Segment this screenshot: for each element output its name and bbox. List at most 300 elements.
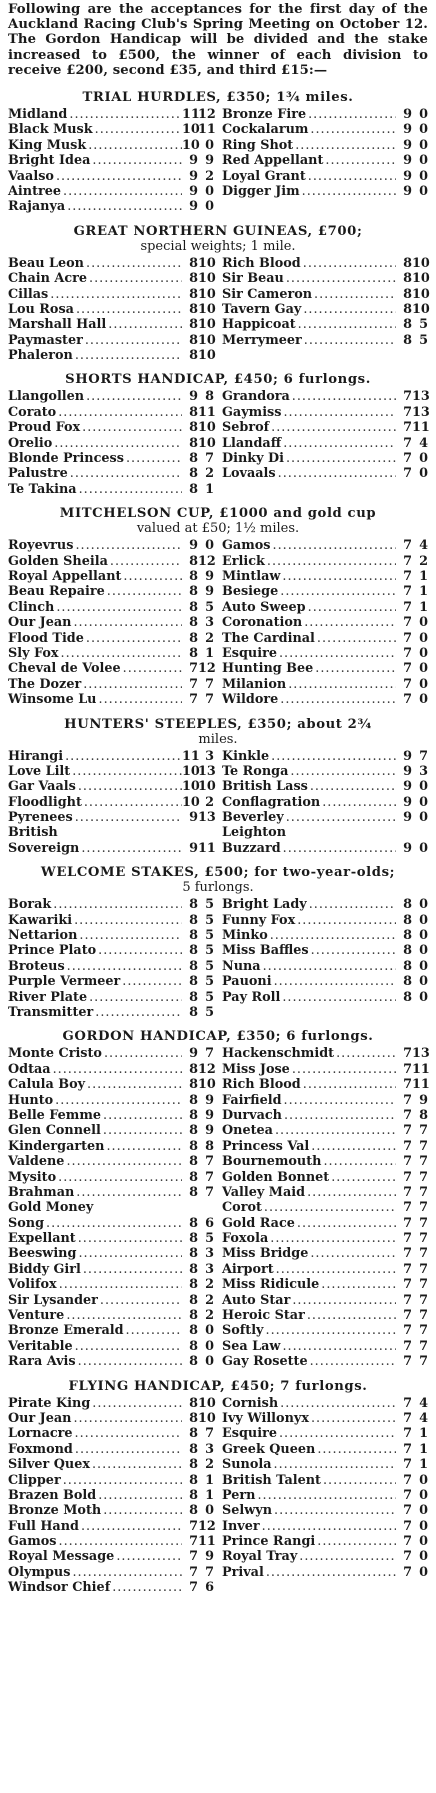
horse-name: The Cardinal: [222, 630, 315, 646]
leader-dots: [65, 199, 182, 214]
weight-stones: 8: [189, 1426, 198, 1442]
leader-dots: [288, 764, 396, 779]
leader-dots: [63, 749, 182, 764]
weight-stones: 9: [403, 748, 412, 764]
weight-stones: 8: [189, 1487, 198, 1503]
leader-dots: [68, 466, 182, 481]
entry: [218, 913, 428, 928]
entry-row: [8, 1565, 428, 1580]
weight-stones: 8: [189, 1246, 198, 1262]
entry: [8, 584, 218, 599]
weight-stones: 7: [403, 1200, 412, 1216]
weight-pounds: 0: [419, 153, 428, 169]
entry: [218, 974, 428, 989]
leader-dots: [57, 1534, 182, 1549]
horse-name: Purple Vermeer: [8, 974, 121, 990]
weight-stones: 7: [403, 1123, 412, 1139]
entry-row: [8, 1308, 428, 1323]
entry: [218, 584, 428, 599]
leader-dots: [81, 677, 182, 692]
weight-stones: 8: [189, 1503, 198, 1519]
entry: [8, 199, 218, 214]
entry: [218, 1170, 428, 1185]
entry: [218, 1442, 428, 1457]
weight-pounds: 1: [205, 1487, 214, 1503]
leader-dots: [71, 615, 182, 630]
entry: [8, 1293, 218, 1308]
leader-dots: [276, 466, 396, 481]
weight-pounds: 10: [198, 286, 216, 302]
leader-dots: [315, 631, 396, 646]
entry-row: [8, 1442, 428, 1457]
horse-name: Nettarion: [8, 928, 78, 944]
leader-dots: [85, 1077, 182, 1092]
leader-dots: [306, 107, 396, 122]
leader-dots: [72, 913, 182, 928]
leader-dots: [277, 646, 396, 661]
race-title: FLYING HANDICAP, £450; 7 furlongs.: [68, 1378, 368, 1394]
entry: [8, 646, 218, 661]
horse-name: Belle Femme: [8, 1107, 102, 1123]
entry: [218, 348, 428, 363]
weight-stones: 8: [189, 1004, 198, 1020]
entry-row: [8, 615, 428, 630]
leader-dots: [265, 554, 396, 569]
entry: [218, 436, 428, 451]
weight-pounds: 7: [205, 1426, 214, 1442]
leader-dots: [282, 1093, 396, 1108]
weight-stones: 7: [403, 1549, 412, 1565]
race-section: [8, 717, 428, 857]
entry: [218, 138, 428, 153]
leader-dots: [320, 795, 396, 810]
leader-dots: [321, 1154, 396, 1169]
entry: [8, 538, 218, 553]
entry: [218, 1293, 428, 1308]
leader-dots: [261, 959, 396, 974]
leader-dots: [74, 302, 182, 317]
weight-stones: 8: [189, 630, 198, 646]
entry-row: [8, 436, 428, 451]
entry: [218, 646, 428, 661]
weight-stones: 8: [189, 1077, 198, 1093]
weight-pounds: 0: [205, 137, 214, 153]
weight-stones: 7: [403, 1046, 412, 1062]
horse-name: Calula Boy: [8, 1077, 86, 1093]
horse-name: The Dozer: [8, 676, 82, 692]
weight-stones: 7: [403, 1184, 412, 1200]
weight-pounds: 9: [205, 1107, 214, 1123]
weight-stones: 8: [189, 1410, 198, 1426]
weight-stones: 8: [189, 286, 198, 302]
weight-pounds: 0: [205, 199, 214, 215]
race-section: [8, 90, 428, 215]
leader-dots: [56, 405, 182, 420]
horse-name: Song: [8, 1215, 45, 1231]
leader-dots: [302, 615, 396, 630]
weight-pounds: 0: [419, 183, 428, 199]
entry-row: [8, 1519, 428, 1534]
entry: [8, 169, 218, 184]
entry: [218, 122, 428, 137]
entry-row: [8, 1170, 428, 1185]
leader-dots: [96, 943, 182, 958]
leader-dots: [81, 1262, 182, 1277]
entry-row: [8, 810, 428, 825]
leader-dots: [73, 348, 182, 363]
entry: [218, 1185, 428, 1200]
weight-pounds: 2: [205, 794, 214, 810]
weight-stones: 9: [189, 183, 198, 199]
leader-dots: [64, 1154, 182, 1169]
leader-dots: [70, 1565, 182, 1580]
weight-pounds: 10: [198, 420, 216, 436]
horse-name: Silver Quex: [8, 1457, 90, 1473]
weight-stones: 7: [403, 1503, 412, 1519]
weight-stones: 8: [189, 1123, 198, 1139]
weight-stones: 7: [403, 1487, 412, 1503]
horse-name: Red Appellant: [222, 153, 324, 169]
weight-stones: 7: [403, 661, 412, 677]
entry: [8, 1396, 218, 1411]
entry-row: [8, 1246, 428, 1261]
leader-dots: [82, 795, 182, 810]
leader-dots: [301, 256, 396, 271]
leader-dots: [281, 405, 396, 420]
leader-dots: [73, 1339, 182, 1354]
horse-name: Prival: [222, 1564, 264, 1580]
horse-name: Sly Fox: [8, 645, 59, 661]
entry: [218, 1139, 428, 1154]
weight-stones: 8: [189, 466, 198, 482]
weight-stones: 7: [403, 1518, 412, 1534]
weight-pounds: 0: [205, 183, 214, 199]
leader-dots: [308, 1354, 396, 1369]
leader-dots: [301, 302, 396, 317]
weight-pounds: 0: [419, 912, 428, 928]
entry-rows: [8, 538, 428, 707]
entry: [218, 1549, 428, 1564]
weight-pounds: 3: [205, 1261, 214, 1277]
entry: [8, 795, 218, 810]
entry-row: [8, 1200, 428, 1215]
horse-name: Palustre: [8, 466, 68, 482]
entry-row: [8, 1077, 428, 1092]
weight-pounds: 5: [205, 1004, 214, 1020]
weight-pounds: 11: [412, 1061, 430, 1077]
leader-dots: [74, 1185, 182, 1200]
leader-dots: [280, 990, 396, 1005]
weight-pounds: 10: [198, 317, 216, 333]
leader-dots: [281, 436, 396, 451]
weight-pounds: 11: [412, 420, 430, 436]
entry: [8, 1246, 218, 1261]
entry-row: [8, 1262, 428, 1277]
horse-name: Vaalso: [8, 168, 54, 184]
weight-stones: 7: [403, 1323, 412, 1339]
entry-row: [8, 1046, 428, 1061]
entry-row: [8, 1185, 428, 1200]
entry: [8, 451, 218, 466]
entry-row: [8, 184, 428, 199]
weight-stones: 7: [403, 420, 412, 436]
weight-pounds: 9: [205, 153, 214, 169]
weight-stones: 9: [403, 153, 412, 169]
race-title: GREAT NORTHERN GUINEAS, £700;: [73, 223, 363, 239]
weight-pounds: 8: [419, 1107, 428, 1123]
entry: [8, 317, 218, 332]
leader-dots: [84, 631, 182, 646]
entry-rows: [8, 256, 428, 364]
entry-rows: [8, 107, 428, 215]
entry: [218, 271, 428, 286]
horse-name: Valdene: [8, 1154, 65, 1170]
horse-name: Golden Sheila: [8, 553, 108, 569]
weight-pounds: 2: [205, 630, 214, 646]
leader-dots: [290, 389, 396, 404]
leader-dots: [67, 107, 182, 122]
entry-row: [8, 1534, 428, 1549]
weight-pounds: 0: [419, 897, 428, 913]
entry-row: [8, 256, 428, 271]
horse-name: Transmitter: [8, 1004, 94, 1020]
weight-pounds: 7: [419, 1215, 428, 1231]
horse-name: Rich Blood: [222, 1077, 301, 1093]
weight-stones: 8: [189, 1472, 198, 1488]
weight-stones: 7: [403, 676, 412, 692]
entry: [8, 107, 218, 122]
weight-pounds: 7: [419, 1200, 428, 1216]
weight-pounds: 2: [205, 1457, 214, 1473]
weight-stones: 9: [189, 199, 198, 215]
horse-name: Onetea: [222, 1123, 273, 1139]
leader-dots: [106, 317, 182, 332]
weight-pounds: 0: [419, 466, 428, 482]
weight-stones: 8: [189, 1354, 198, 1370]
weight-stones: 7: [403, 645, 412, 661]
entry: [218, 1396, 428, 1411]
leader-dots: [271, 538, 396, 553]
weight-stones: 8: [189, 943, 198, 959]
weight-pounds: 5: [205, 897, 214, 913]
entry: [218, 538, 428, 553]
weight-pounds: 11: [198, 1534, 216, 1550]
leader-dots: [305, 1308, 396, 1323]
entry: [8, 1323, 218, 1338]
entry-row: [8, 841, 428, 856]
weight-stones: 9: [403, 779, 412, 795]
entry: [8, 1277, 218, 1292]
weight-pounds: 10: [198, 301, 216, 317]
horse-name: Golden Bonnet: [222, 1169, 330, 1185]
horse-name: Miss Jose: [222, 1061, 290, 1077]
weight-pounds: 7: [419, 1292, 428, 1308]
leader-dots: [268, 1231, 396, 1246]
entry: [8, 779, 218, 794]
horse-name: Valley Maid: [222, 1184, 306, 1200]
entry-row: [8, 569, 428, 584]
weight-stones: 7: [403, 435, 412, 451]
weight-pounds: 0: [419, 928, 428, 944]
weight-stones: 7: [403, 569, 412, 584]
entry: [8, 436, 218, 451]
weight-pounds: 13: [198, 810, 216, 826]
horse-name: Ivy Willonyx: [222, 1410, 309, 1426]
weight-pounds: 7: [205, 1046, 214, 1062]
leader-dots: [110, 1580, 182, 1595]
leader-dots: [282, 1108, 396, 1123]
weight-stones: 8: [189, 481, 198, 497]
weight-stones: 8: [189, 1441, 198, 1457]
entry: [8, 1200, 218, 1215]
horse-name: Miss Ridicule: [222, 1277, 320, 1293]
horse-name: Volifox: [8, 1277, 57, 1293]
horse-name: Rara Avis: [8, 1354, 76, 1370]
horse-name: Mysito: [8, 1169, 57, 1185]
weight-pounds: 4: [419, 538, 428, 554]
weight-pounds: 3: [419, 763, 428, 779]
weight-stones: 9: [189, 1046, 198, 1062]
weight-pounds: 5: [205, 928, 214, 944]
entry: [218, 1457, 428, 1472]
leader-dots: [83, 333, 182, 348]
weight-pounds: 5: [205, 1231, 214, 1247]
horse-name: Gold Money: [8, 1200, 94, 1216]
entry-row: [8, 153, 428, 168]
leader-dots: [114, 1549, 182, 1564]
leader-dots: [273, 1123, 396, 1138]
entry-row: [8, 1488, 428, 1503]
leader-dots: [121, 569, 182, 584]
newspaper-column: [8, 0, 428, 1596]
horse-name: Brahman: [8, 1184, 75, 1200]
entry-row: [8, 779, 428, 794]
leader-dots: [73, 1426, 182, 1441]
weight-stones: 7: [403, 1292, 412, 1308]
leader-dots: [76, 1354, 182, 1369]
leader-dots: [121, 661, 182, 676]
weight-stones: 8: [403, 255, 412, 271]
weight-pounds: 7: [419, 1154, 428, 1170]
weight-pounds: 7: [419, 1261, 428, 1277]
entry: [8, 1005, 218, 1020]
weight-stones: 7: [403, 584, 412, 600]
weight-stones: 9: [403, 107, 412, 123]
horse-name: Selwyn: [222, 1503, 273, 1519]
weight-stones: 8: [189, 317, 198, 333]
entry-row: [8, 1457, 428, 1472]
leader-dots: [76, 779, 182, 794]
weight-stones: 8: [403, 301, 412, 317]
weight-pounds: 5: [205, 943, 214, 959]
entry-row: [8, 1062, 428, 1077]
entry: [8, 1580, 218, 1595]
leader-dots: [93, 122, 182, 137]
weight-pounds: 0: [205, 1323, 214, 1339]
weight-pounds: 10: [198, 255, 216, 271]
horse-name: Esquire: [222, 645, 277, 661]
horse-name: Pyrenees: [8, 810, 73, 826]
weight-pounds: 0: [205, 1354, 214, 1370]
leader-dots: [44, 1216, 182, 1231]
entry: [218, 692, 428, 707]
entry: [8, 1108, 218, 1123]
weight-pounds: 9: [205, 569, 214, 584]
weight-pounds: 13: [412, 404, 430, 420]
race-title: GORDON HANDICAP, £350; 6 furlongs.: [62, 1029, 374, 1045]
weight-stones: 7: [403, 1395, 412, 1411]
weight-pounds: 10: [412, 255, 430, 271]
entry: [8, 1139, 218, 1154]
weight-stones: 9: [189, 810, 198, 826]
entry: [218, 841, 428, 856]
entry: [8, 1519, 218, 1534]
horse-name: Chain Acre: [8, 271, 88, 287]
horse-name: Softly: [222, 1323, 264, 1339]
entry-row: [8, 661, 428, 676]
weight-stones: 7: [403, 553, 412, 569]
entry-rows: [8, 389, 428, 497]
entry: [8, 1046, 218, 1061]
leader-dots: [96, 1488, 182, 1503]
horse-name: Rich Blood: [222, 255, 301, 271]
horse-name: Lou Rosa: [8, 301, 74, 317]
leader-dots: [278, 692, 396, 707]
weight-pounds: 5: [419, 332, 428, 348]
entry: [8, 287, 218, 302]
leader-dots: [76, 1231, 182, 1246]
entry: [218, 153, 428, 168]
horse-name: Beverley: [222, 810, 284, 826]
horse-name: Royal Tray: [222, 1549, 298, 1565]
entry: [218, 631, 428, 646]
weight-stones: 8: [403, 332, 412, 348]
weight-stones: 8: [403, 271, 412, 287]
weight-stones: 7: [403, 404, 412, 420]
weight-pounds: 3: [205, 1246, 214, 1262]
weight-stones: 8: [189, 301, 198, 317]
entry: [218, 287, 428, 302]
weight-stones: 8: [189, 1092, 198, 1108]
horse-name: Corato: [8, 404, 57, 420]
entry: [218, 1565, 428, 1580]
race-title: HUNTERS' STEEPLES, £350; about 2¾: [64, 716, 372, 732]
leader-dots: [108, 554, 182, 569]
leader-dots: [70, 764, 182, 779]
leader-dots: [308, 1246, 396, 1261]
entry: [218, 107, 428, 122]
weight-stones: 11: [182, 748, 200, 764]
entry: [8, 990, 218, 1005]
weight-stones: 10: [182, 794, 200, 810]
entry-row: [8, 466, 428, 481]
leader-dots: [268, 928, 396, 943]
leader-dots: [104, 1139, 182, 1154]
weight-pounds: 10: [198, 435, 216, 451]
entry: [8, 1262, 218, 1277]
leader-dots: [302, 333, 396, 348]
weight-stones: 8: [189, 989, 198, 1005]
weight-pounds: 11: [198, 122, 216, 138]
weight-pounds: 10: [198, 1395, 216, 1411]
weight-stones: 8: [189, 1138, 198, 1154]
horse-name: British: [8, 825, 58, 841]
weight-pounds: 8: [205, 389, 214, 405]
entry-row: [8, 1139, 428, 1154]
horse-name: Beau Repaire: [8, 584, 105, 600]
weight-pounds: 0: [419, 137, 428, 153]
weight-stones: 9: [403, 183, 412, 199]
